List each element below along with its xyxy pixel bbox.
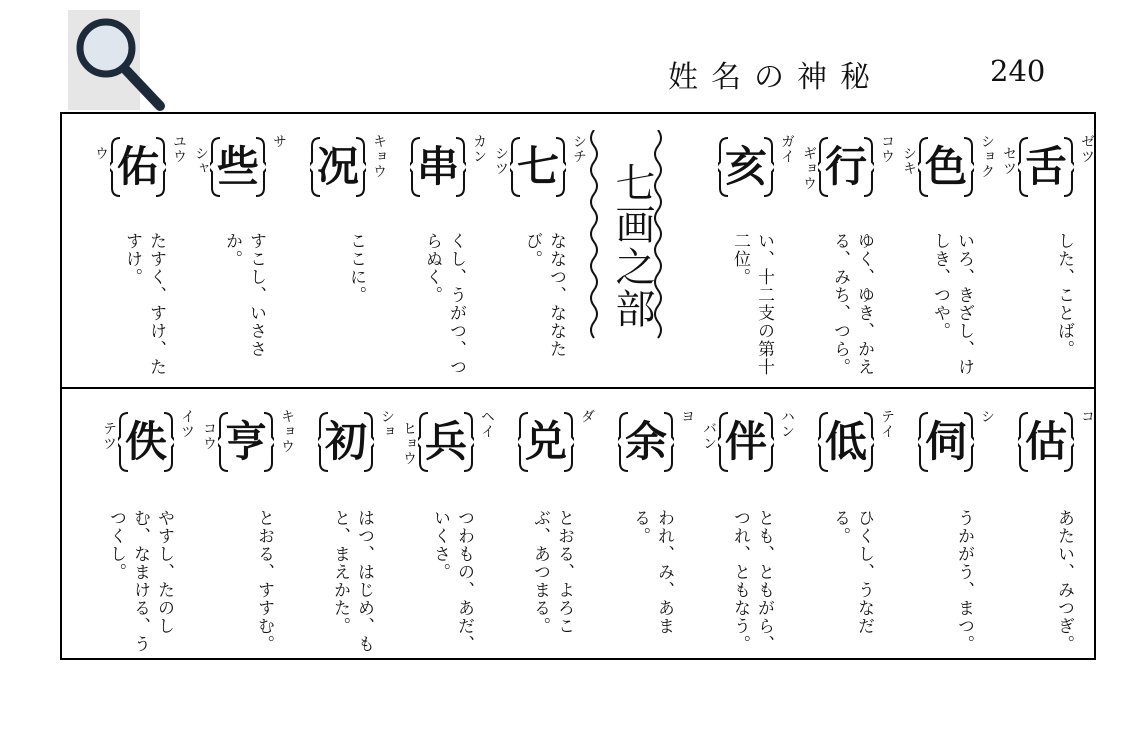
kanji-meaning: われ、み、あまる。 [630,509,674,635]
kanji-meaning: はつ、はじめ、もと、まえかた。 [330,509,374,653]
kanji-meaning: ななつ、ななたび。 [522,232,566,358]
kanji-character: 况 [316,142,359,191]
kanji-entry [596,389,696,662]
reading-on: シチ [571,134,587,164]
reading-on: コウ [879,134,895,164]
kanji-character: 舌 [1024,142,1067,191]
kanji-entry [188,114,288,386]
page-title: 姓名の神秘 [668,60,883,95]
kanji-entry [488,114,588,386]
kanji-entry [996,389,1096,662]
section-heading-box [586,130,666,350]
kanji-entry [896,114,996,386]
kanji-meaning: いろ、きざし、けしき、つや。 [930,232,974,376]
kanji-meaning: くし、うがつ、つらぬく。 [422,232,466,376]
kanji-entry [96,389,196,662]
reading-on: テイ [879,409,895,439]
kanji-character: 行 [824,142,867,191]
kanji-meaning: やすし、たのしむ、なまける、うつくし。 [106,509,174,653]
kanji-entry [196,389,296,662]
reading-alt: ギョウ [801,146,817,191]
kanji-character: 伺 [924,417,967,466]
kanji-entry [796,114,896,386]
reading-on: コ [1079,409,1095,424]
kanji-table [60,112,1096,660]
reading-on: ヘイ [479,409,495,439]
reading-on: ダ [579,409,595,424]
kanji-entry [396,389,496,662]
reading-on: ハン [779,409,795,439]
reading-alt: ウ [93,146,109,161]
kanji-character: 低 [824,417,867,466]
section-title: 七画之部 [609,162,655,330]
kanji-character: 余 [624,417,667,466]
kanji-character: 串 [416,142,459,191]
kanji-meaning: ゆく、ゆき、かえる、みち、つら。 [830,232,874,376]
kanji-entry [696,389,796,662]
reading-alt: ヒョウ [401,421,417,466]
kanji-character: 色 [924,142,967,191]
reading-on: イツ [179,409,195,439]
kanji-character: 七 [516,142,559,191]
kanji-character: 兑 [524,417,567,466]
kanji-meaning: ここに。 [346,232,366,304]
kanji-character: 初 [324,417,367,466]
reading-on: ゼツ [1079,134,1095,164]
kanji-character: 佑 [116,142,159,191]
kanji-meaning: すこし、いささか。 [222,232,266,358]
kanji-entry [996,114,1096,386]
reading-on: シ [979,409,995,424]
kanji-meaning: あたい、みつぎ。 [1054,509,1074,653]
reading-on: ヨ [679,409,695,424]
kanji-entry [896,389,996,662]
kanji-meaning: とおる、よろこぶ、あつまる。 [530,509,574,635]
reading-alt: シキ [901,146,917,176]
reading-alt: バン [701,421,717,451]
page-number: 240 [990,54,1046,88]
kanji-entry [296,389,396,662]
reading-on: ショ [379,409,395,439]
kanji-entry [496,389,596,662]
reading-alt: テツ [101,421,117,451]
kanji-character: 亥 [724,142,767,191]
kanji-entry [796,389,896,662]
reading-on: キョウ [279,409,295,454]
kanji-entry [88,114,188,386]
kanji-character: 兵 [424,417,467,466]
page-header [0,52,1138,95]
kanji-meaning: い、十二支の第十二位。 [730,232,774,376]
kanji-meaning: つわもの、あだ、いくさ。 [430,509,474,653]
reading-on: ショク [979,134,995,179]
reading-on: ユウ [171,134,187,164]
kanji-meaning: たすく、すけ、たすけ。 [122,232,166,376]
kanji-character: 估 [1024,417,1067,466]
reading-on: カン [471,134,487,164]
kanji-character: 佚 [124,417,167,466]
reading-alt: シツ [493,146,509,176]
reading-on: ガイ [779,134,795,164]
reading-on: サ [271,134,287,149]
reading-alt: シャ [193,146,209,176]
reading-on: キョウ [371,134,387,179]
kanji-meaning: した、ことば。 [1054,232,1074,358]
kanji-entry [388,114,488,386]
kanji-meaning: とおる、すすむ。 [254,509,274,653]
kanji-meaning: ひくし、うなだる。 [830,509,874,635]
kanji-meaning: とも、ともがら、つれ、ともなう。 [730,509,774,653]
kanji-character: 些 [216,142,259,191]
reading-alt: セツ [1001,146,1017,176]
kanji-entry [696,114,796,386]
reading-alt: コウ [201,421,217,451]
kanji-character: 伴 [724,417,767,466]
kanji-entry [288,114,388,386]
kanji-meaning: うかがう、まつ。 [954,509,974,653]
kanji-character: 亨 [224,417,267,466]
